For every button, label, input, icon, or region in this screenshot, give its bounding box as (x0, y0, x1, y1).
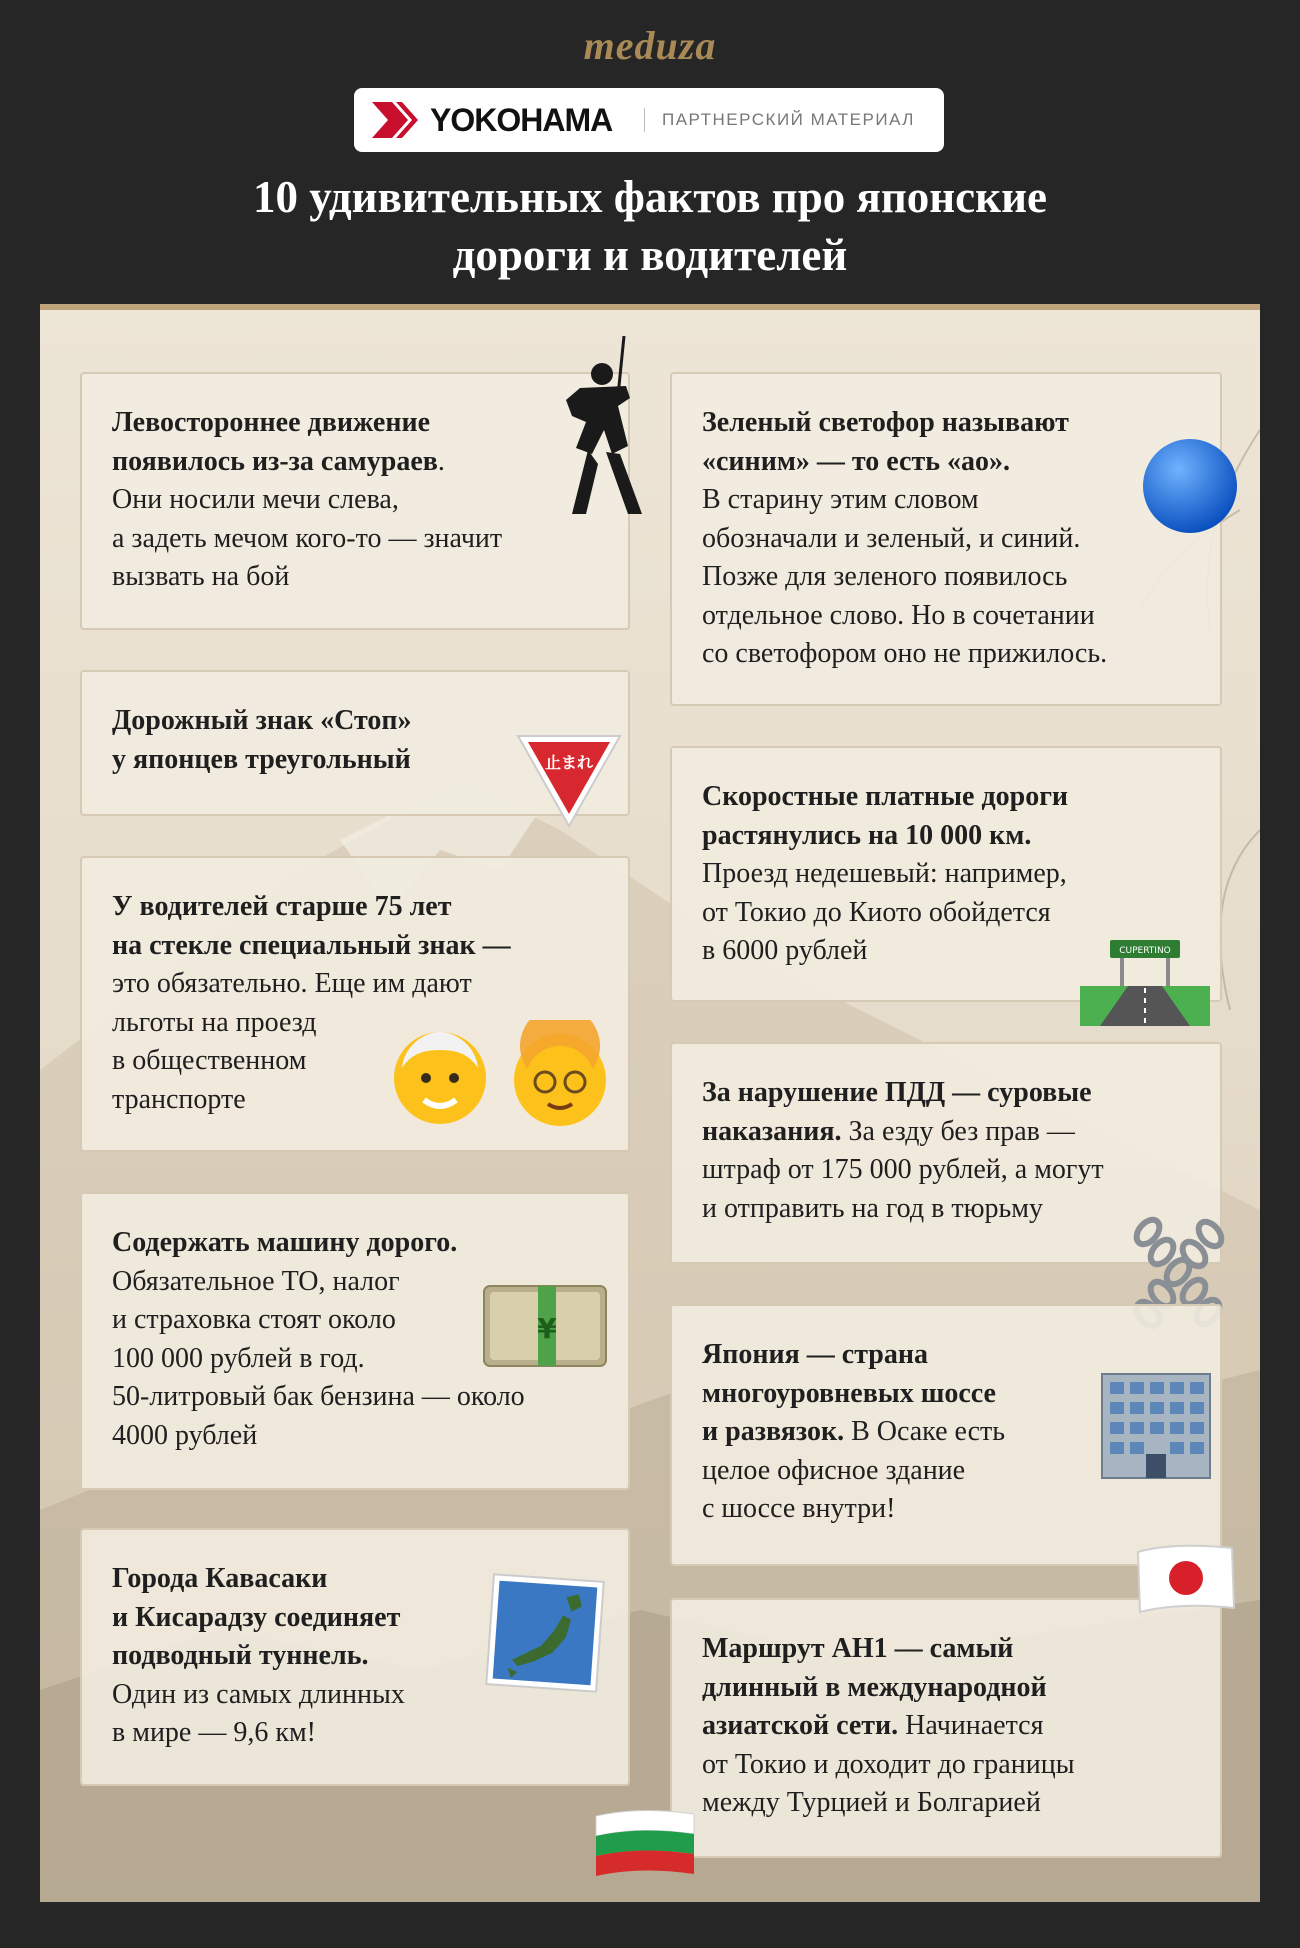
facts-panel (40, 304, 1260, 1902)
sponsor-label: ПАРТНЕРСКИЙ МАТЕРИАЛ (662, 110, 915, 129)
fact-card-samurai: Левостороннее движение появилось из-за самураев. Они носили мечи слева, а задеть мечом кого-то — значит вызвать на бой (80, 372, 630, 630)
sponsor-banner[interactable] (354, 88, 944, 152)
fact-card-stop-sign: Дорожный знак «Стоп» у японцев треугольный (80, 670, 630, 816)
motorway-icon (1080, 930, 1210, 1030)
japan-map-icon (480, 1570, 610, 1696)
fact-card-toll-roads: Скоростные платные дороги растянулись на 10 000 км. Проезд недешевый: например, от Токио до Киото обойдется в 6000 рублей (670, 746, 1222, 1002)
yen-banknote-icon (480, 1276, 610, 1372)
fact-card-penalties: За нарушение ПДД — суровые наказания. За езду без прав — штраф от 175 000 рублей, а могут и отправить на год в тюрьму (670, 1042, 1222, 1264)
fact-card-elderly-drivers: У водителей старше 75 лет на стекле специальный знак — это обязательно. Еще им дают льготы на проезд в общественном транспорте (80, 856, 630, 1152)
blue-circle-icon (1140, 436, 1240, 536)
fact-card-green-light: Зеленый светофор называют «синим» — то есть «ао». В старину этим словом обозначали и зеленый, и синий. Позже для зеленого появилось отдельное слово. Но в сочетании со светофором оно не прижилось. (670, 372, 1222, 706)
bulgaria-flag-icon (590, 1802, 702, 1886)
fact-card-tunnel: Города Кавасаки и Кисарадзу соединяет подводный туннель. Один из самых длинных в мире — 9,6 км! (80, 1528, 630, 1786)
fact-card-ah1-route: Маршрут AH1 — самый длинный в международной азиатской сети. Начинается от Токио и доходит до границы между Турцией и Болгарией (670, 1598, 1222, 1858)
fact-card-highways: Япония — страна многоуровневых шоссе и развязок. В Осаке есть целое офисное здание с шоссе внутри! (670, 1304, 1222, 1566)
samurai-icon (542, 336, 652, 518)
meduza-logo[interactable]: meduza (583, 23, 717, 68)
sponsor-divider (644, 108, 645, 132)
page-title: 10 удивительных фактов про японские дороги и водителей (253, 172, 1047, 280)
japan-flag-icon (1132, 1538, 1240, 1618)
svg-text:止まれ: 止まれ (544, 753, 594, 772)
fact-card-car-cost: Содержать машину дорого. Обязательное ТО, налог и страховка стоят около 100 000 рублей в год. 50-литровый бак бензина — около 4000 рублей (80, 1192, 630, 1490)
old-people-icon (390, 1020, 620, 1130)
sponsor-brand-name: YOKOHAMA (430, 102, 613, 138)
svg-text:CUPERTINO: CUPERTINO (1119, 946, 1171, 956)
office-building-icon (1098, 1370, 1214, 1482)
stop-sign-icon (514, 730, 624, 830)
yokohama-mark-icon (372, 102, 428, 138)
svg-text:¥: ¥ (537, 1312, 557, 1345)
